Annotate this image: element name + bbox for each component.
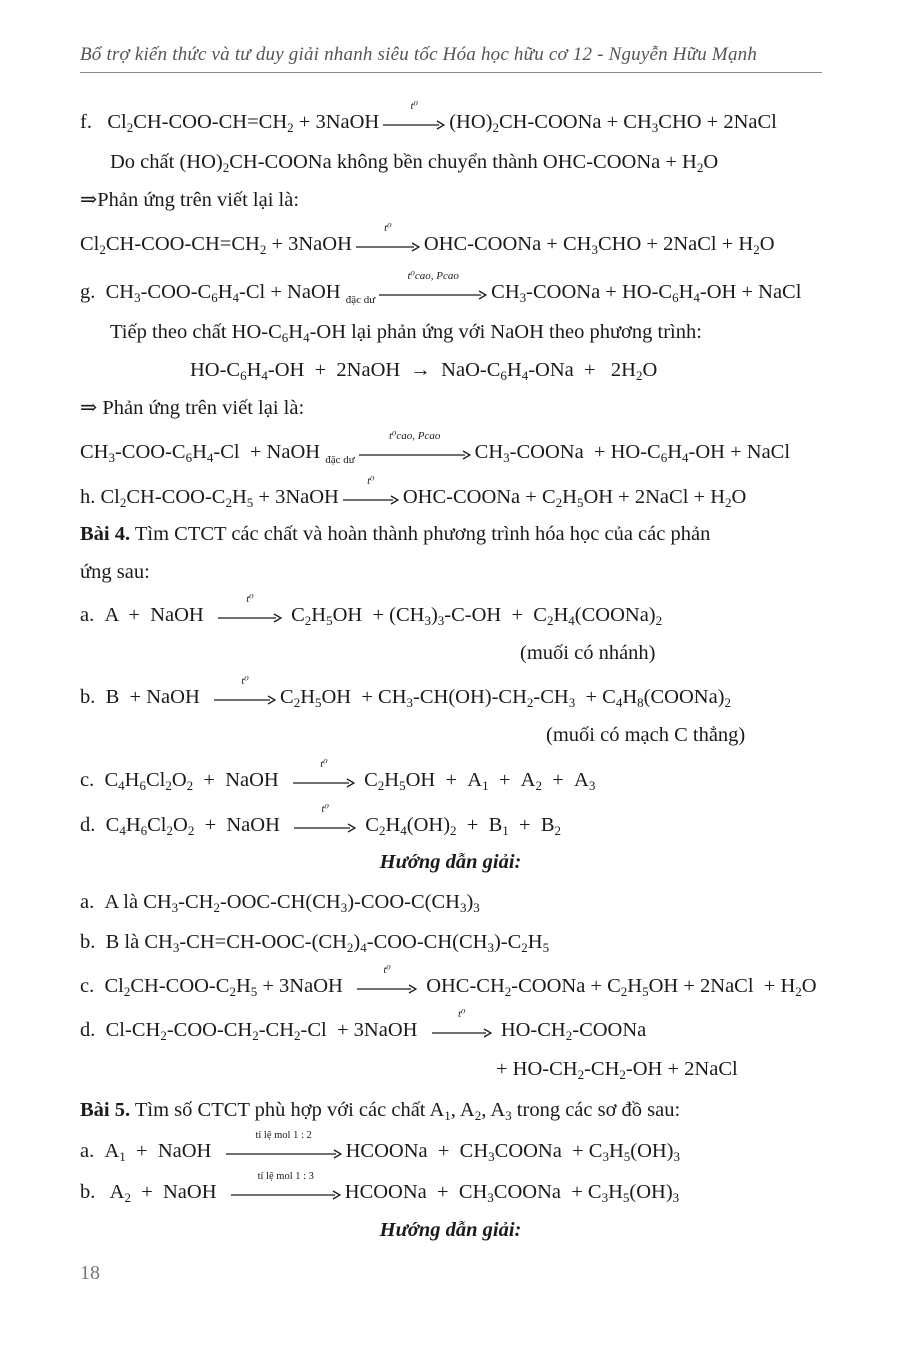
equation-f-rewritten: $Cl_2CH-COO-CH=CH_2$ + 3NaOH t⁰ OHC-COONa + $CH_3CHO$ + 2NaCl + $H_2O$ bbox=[80, 222, 775, 257]
equation-phenol: $HO-C_6H_4-OH$ + 2NaOH → NaO-$C_6H_4$-ONa + $2H_2O$ bbox=[190, 359, 658, 383]
solution-4b: b. B là $CH_3-CH=CH-OOC-(CH_2)_4-COO-CH(CH_3)-C_2H_5$ bbox=[80, 931, 550, 955]
reaction-arrow: t⁰ bbox=[293, 778, 355, 786]
solution-4d: d. $Cl-CH_2-COO-CH_2-CH_2-Cl$ + 3NaOH t⁰ $HO-CH_2$-COONa bbox=[80, 1008, 647, 1043]
solution-heading-5: Hướng dẫn giải: bbox=[379, 1219, 522, 1241]
reaction-arrow: t⁰ bbox=[343, 495, 399, 503]
page-header: Bổ trợ kiến thức và tư duy giải nhanh siêu tốc Hóa học hữu cơ 12 - Nguyễn Hữu Mạnh bbox=[80, 44, 758, 65]
rewrite-1: ⇒Phản ứng trên viết lại là: bbox=[80, 189, 300, 211]
bai5-heading: Bài 5. Tìm số CTCT phù hợp với các chất $A_1$, $A_2$, $A_3$ trong các sơ đồ sau: bbox=[80, 1099, 681, 1123]
reaction-arrow: t⁰ bbox=[432, 1028, 492, 1036]
equation-g: g. $CH_3-COO-C_6H_4-Cl$ + NaOH $_{đặc dư}$ t⁰cao, Pcao $CH_3$-COONa + $HO-C_6H_4-OH$ + NaCl bbox=[80, 270, 802, 306]
bai4-heading: Bài 4. Tìm CTCT các chất và hoàn thành phương trình hóa học của các phản bbox=[80, 523, 711, 545]
reaction-arrow: t⁰ bbox=[357, 984, 417, 992]
reaction-arrow: t⁰cao, Pcao bbox=[379, 290, 487, 298]
equation-4c: c. $C_4H_6Cl_2O_2$ + NaOH t⁰ $C_2H_5OH + A_1 + A_2 + A_3$ bbox=[80, 758, 596, 793]
header-rule bbox=[80, 72, 822, 73]
solution-heading-4: Hướng dẫn giải: bbox=[379, 851, 522, 873]
page-number: 18 bbox=[80, 1262, 100, 1284]
reaction-arrow: t⁰cao, Pcao bbox=[359, 450, 471, 458]
bai4-heading-cont: ứng sau: bbox=[80, 561, 150, 583]
equation-f: f. $Cl_2CH-COO-CH=CH_2$ + 3NaOH t⁰ $(HO)_2CH$-COONa + $CH_3CHO$ + 2NaCl bbox=[80, 100, 777, 135]
rewrite-2: ⇒ Phản ứng trên viết lại là: bbox=[80, 397, 305, 419]
reaction-arrow: t⁰ bbox=[294, 823, 356, 831]
note-4b: (muối có mạch C thẳng) bbox=[546, 724, 746, 746]
equation-4b: b. B + NaOH t⁰ $C_2H_5OH + CH_3-CH(OH)-CH_2-CH_3$ + $C_4H_8(COONa)_2$ bbox=[80, 675, 731, 710]
reaction-arrow: t⁰ bbox=[356, 242, 420, 250]
solution-4c: c. $Cl_2CH-COO-C_2H_5$ + 3NaOH t⁰ OHC-$CH_2$-COONa + $C_2H_5OH$ + 2NaCl + $H_2O$ bbox=[80, 964, 817, 999]
equation-5a: a. $A_1$ + NaOH tỉ lệ mol 1 : 2 HCOONa + $CH_3COONa + C_3H_5(OH)_3$ bbox=[80, 1129, 681, 1164]
solution-4a: a. A là $CH_3-CH_2-OOC-CH(CH_3)-COO-C(CH_3)_3$ bbox=[80, 891, 480, 915]
note-g: Tiếp theo chất $HO-C_6H_4-OH$ lại phản ứng với NaOH theo phương trình: bbox=[110, 321, 702, 345]
equation-4a: a. A + NaOH t⁰ $C_2H_5OH + (CH_3)_3-C-OH$ + $C_2H_4(COONa)_2$ bbox=[80, 593, 663, 628]
equation-4d: d. $C_4H_6Cl_2O_2$ + NaOH t⁰ $C_2H_4(OH)_2 + B_1 + B_2$ bbox=[80, 803, 562, 838]
reaction-arrow: t⁰ bbox=[218, 613, 282, 621]
reaction-arrow: tỉ lệ mol 1 : 2 bbox=[226, 1149, 342, 1157]
reaction-arrow: tỉ lệ mol 1 : 3 bbox=[231, 1190, 341, 1198]
solution-4d-cont: + $HO-CH_2-CH_2-OH$ + 2NaCl bbox=[496, 1058, 738, 1082]
note-4a: (muối có nhánh) bbox=[520, 642, 656, 664]
equation-5b: b. $A_2$ + NaOH tỉ lệ mol 1 : 3 HCOONa + $CH_3COONa + C_3H_5(OH)_3$ bbox=[80, 1170, 680, 1205]
equation-g-rewritten: $CH_3-COO-C_6H_4-Cl$ + NaOH $_{đặc dư}$ t⁰cao, Pcao $CH_3$-COONa + $HO-C_6H_4-OH$ + NaCl bbox=[80, 430, 791, 466]
reaction-arrow: t⁰ bbox=[383, 120, 445, 128]
reaction-arrow: t⁰ bbox=[214, 695, 276, 703]
note-f: Do chất $(HO)_2CH$-COONa không bền chuyển thành OHC-COONa + $H_2O$ bbox=[110, 151, 719, 175]
equation-h: h. $Cl_2CH-COO-C_2H_5$ + 3NaOH t⁰ OHC-COONa + $C_2H_5OH$ + 2NaCl + $H_2O$ bbox=[80, 475, 747, 510]
